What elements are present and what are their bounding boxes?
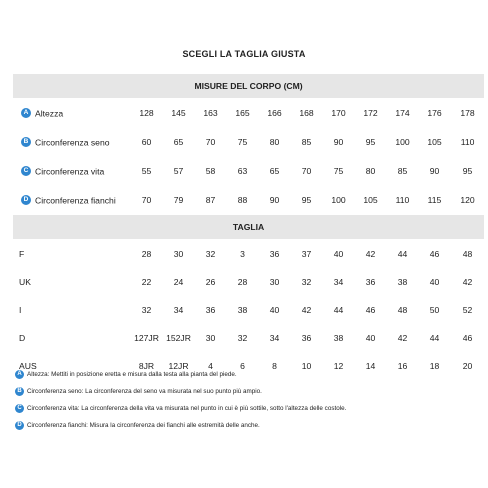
size-value: 46 [419,240,451,268]
size-value: 38 [323,324,355,352]
size-value: 36 [291,324,323,352]
measurement-value: 85 [387,157,419,186]
size-value: 48 [387,296,419,324]
measurement-label-cell [13,128,131,157]
size-value: 42 [355,240,387,268]
measurement-value: 165 [227,99,259,128]
size-value: 30 [259,268,291,296]
size-system-label: AUS [13,352,131,380]
measurement-badge: C [21,166,31,176]
measurement-value: 176 [419,99,451,128]
measurement-value: 55 [131,157,163,186]
size-value: 14 [355,352,387,380]
measurement-value: 172 [355,99,387,128]
note-text: : La circonferenza del seno va misurata nel suo punto più ampio. [81,388,262,395]
measurement-value: 90 [323,128,355,157]
size-value: 20 [451,352,485,380]
size-value: 48 [451,240,485,268]
size-value: 12JR [163,352,195,380]
measurement-row [13,128,485,157]
note-item [15,366,480,383]
size-value: 30 [195,324,227,352]
note-badge: B [15,387,24,396]
measurement-value: 75 [227,128,259,157]
size-row [13,240,485,268]
measurement-value: 168 [291,99,323,128]
size-value: 8 [259,352,291,380]
measurement-value: 80 [355,157,387,186]
note-text: : La circonferenza della vita va misurata nel punto in cui è più sottile, sotto l'altezza delle costole. [77,405,347,412]
measurement-row [13,157,485,186]
measurement-value: 100 [323,186,355,215]
size-value: 28 [227,268,259,296]
measurement-value: 70 [195,128,227,157]
size-value: 28 [131,240,163,268]
measurement-value: 178 [451,99,485,128]
size-value: 42 [387,324,419,352]
note-item [15,400,480,417]
note-badge: D [15,421,24,430]
size-value: 36 [195,296,227,324]
size-value: 32 [195,240,227,268]
measurement-value: 60 [131,128,163,157]
size-value: 34 [323,268,355,296]
measurement-value: 120 [451,186,485,215]
body-measurements-header: MISURE DEL CORPO (CM) [13,74,485,99]
measurement-row [13,186,485,215]
measurement-value: 80 [259,128,291,157]
note-text: : Misura la circonferenza dei fianchi alle estremità delle anche. [86,422,260,429]
note-badge: A [15,370,24,379]
measurement-row [13,99,485,128]
note-term: Circonferenza vita [27,405,78,412]
measurement-value: 105 [355,186,387,215]
size-value: 40 [419,268,451,296]
measurement-value: 90 [419,157,451,186]
size-value: 152JR [163,324,195,352]
measurement-value: 88 [227,186,259,215]
measurement-value: 174 [387,99,419,128]
measurement-value: 90 [259,186,291,215]
measurement-value: 79 [163,186,195,215]
note-term: Circonferenza seno [27,388,82,395]
measurement-label-cell [13,157,131,186]
size-value: 3 [227,240,259,268]
size-value: 34 [259,324,291,352]
size-value: 40 [259,296,291,324]
measurement-label: Altezza [35,108,64,119]
measurement-label: Circonferenza fianchi [35,195,116,206]
page-title: SCEGLI LA TAGLIA GIUSTA [182,49,306,59]
size-value: 36 [355,268,387,296]
size-value: 22 [131,268,163,296]
size-value: 46 [451,324,485,352]
measurement-label-cell [13,186,131,215]
measurement-value: 65 [259,157,291,186]
measurement-value: 75 [323,157,355,186]
size-value: 50 [419,296,451,324]
size-header: TAGLIA [13,215,485,240]
size-value: 32 [131,296,163,324]
size-value: 46 [355,296,387,324]
measurement-label: Circonferenza vita [35,166,105,177]
size-value: 38 [387,268,419,296]
size-value: 44 [323,296,355,324]
size-system-label: UK [13,268,131,296]
measurement-value: 95 [291,186,323,215]
measurement-value: 105 [419,128,451,157]
size-system-label: F [13,240,131,268]
measurement-value: 57 [163,157,195,186]
measurement-label-cell [13,99,131,128]
size-row [13,268,485,296]
note-term: Altezza [27,371,48,378]
measurement-value: 110 [387,186,419,215]
measurement-value: 95 [451,157,485,186]
measurement-value: 145 [163,99,195,128]
measurement-value: 128 [131,99,163,128]
measurement-notes [15,366,480,434]
measurement-value: 110 [451,128,485,157]
size-value: 12 [323,352,355,380]
size-value: 4 [195,352,227,380]
size-value: 32 [291,268,323,296]
note-badge: C [15,404,24,413]
measurement-badge: D [21,195,31,205]
size-value: 34 [163,296,195,324]
measurement-value: 163 [195,99,227,128]
measurement-badge: B [21,137,31,147]
size-value: 30 [163,240,195,268]
size-value: 40 [355,324,387,352]
measurement-value: 166 [259,99,291,128]
measurement-value: 170 [323,99,355,128]
size-value: 42 [291,296,323,324]
size-value: 26 [195,268,227,296]
size-row [13,296,485,324]
measurement-value: 65 [163,128,195,157]
measurement-value: 100 [387,128,419,157]
size-system-label: I [13,296,131,324]
note-item [15,417,480,434]
size-value: 6 [227,352,259,380]
size-value: 44 [419,324,451,352]
measurement-label: Circonferenza seno [35,137,110,148]
measurement-value: 95 [355,128,387,157]
body-measurements-header-row [13,74,485,99]
size-value: 37 [291,240,323,268]
size-value: 10 [291,352,323,380]
size-value: 16 [387,352,419,380]
size-row [13,324,485,352]
size-header-row [13,215,485,240]
note-term: Circonferenza fianchi [27,422,87,429]
measurement-value: 70 [131,186,163,215]
size-value: 18 [419,352,451,380]
note-item [15,383,480,400]
measurement-value: 87 [195,186,227,215]
size-value: 44 [387,240,419,268]
note-text: : Mettiti in posizione eretta e misura dalla testa alla pianta del piede. [47,371,237,378]
size-value: 32 [227,324,259,352]
size-value: 24 [163,268,195,296]
size-value: 42 [451,268,485,296]
size-system-label: D [13,324,131,352]
measurement-value: 85 [291,128,323,157]
measurement-value: 58 [195,157,227,186]
measurement-value: 70 [291,157,323,186]
size-value: 8JR [131,352,163,380]
measurement-value: 115 [419,186,451,215]
size-value: 36 [259,240,291,268]
size-chart-table [12,73,485,380]
size-value: 52 [451,296,485,324]
size-value: 38 [227,296,259,324]
measurement-badge: A [21,108,31,118]
size-value: 40 [323,240,355,268]
measurement-value: 63 [227,157,259,186]
size-value: 127JR [131,324,163,352]
